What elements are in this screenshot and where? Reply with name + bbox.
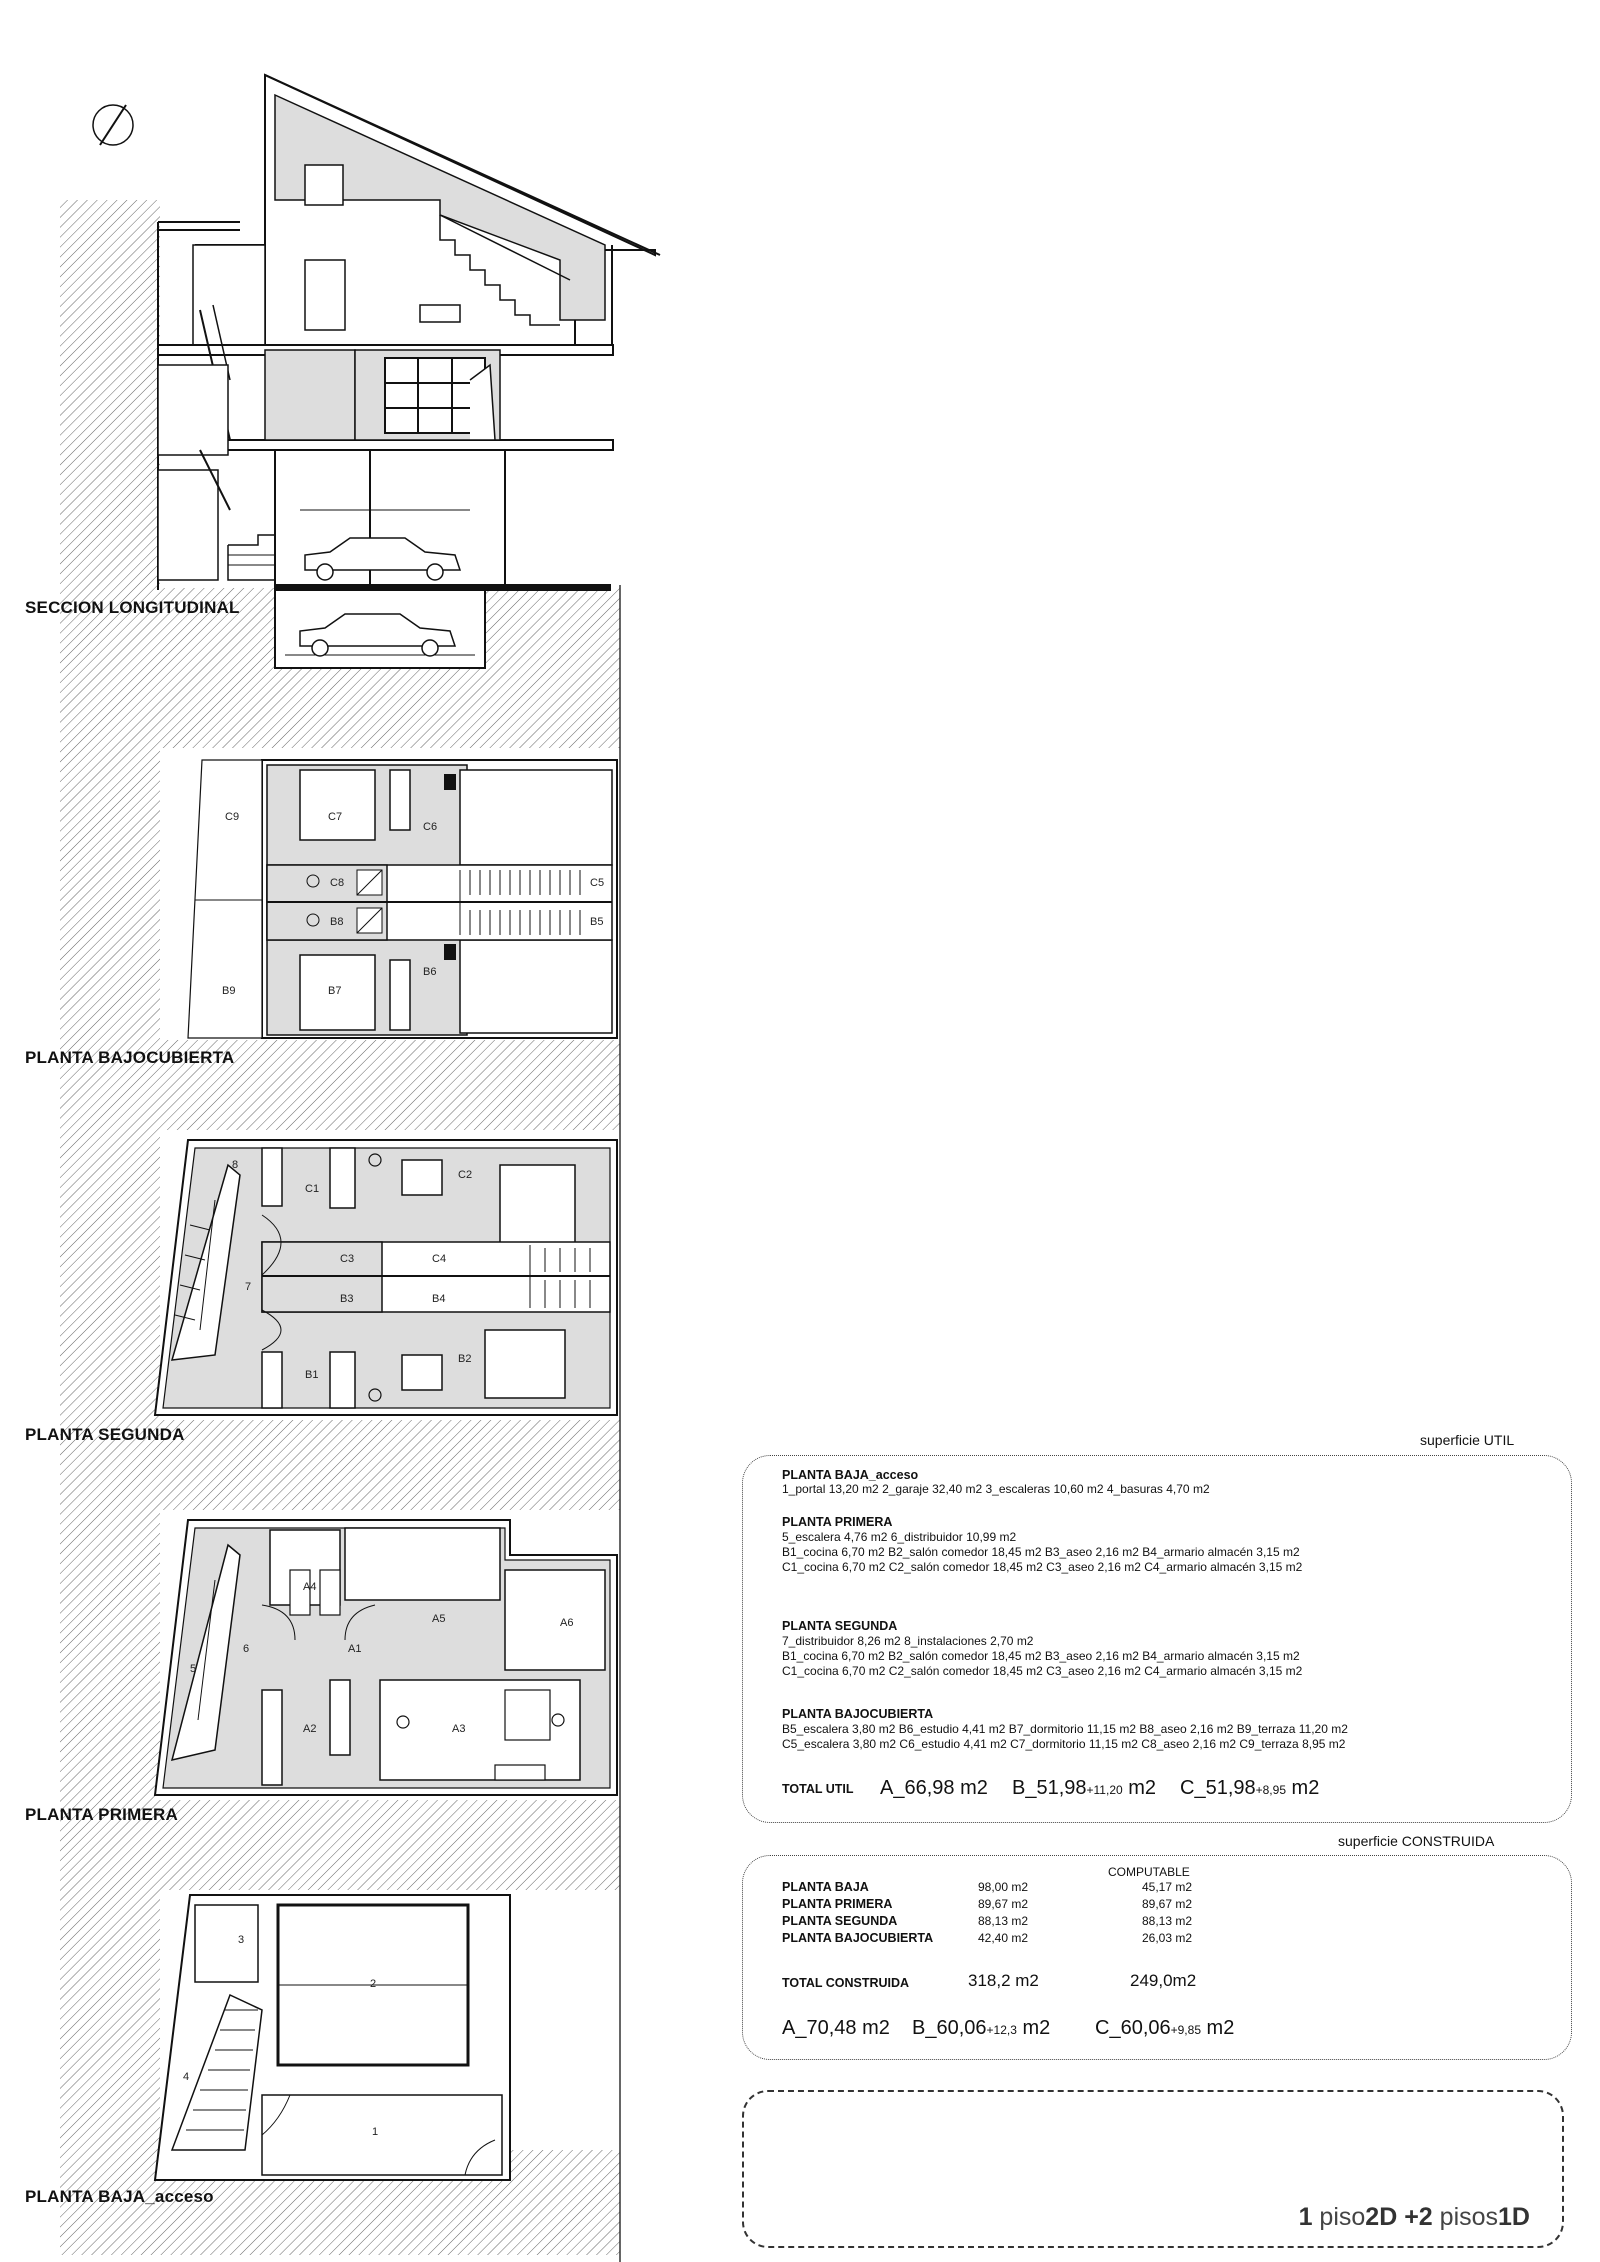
room-label: B6 <box>423 966 437 978</box>
room-label: A2 <box>303 1723 317 1735</box>
built-a: A_70,48 m2 <box>782 2017 890 2039</box>
built-row-name: PLANTA BAJOCUBIERTA <box>782 1931 934 1945</box>
util-pb-title: PLANTA BAJA_acceso <box>782 1468 919 1482</box>
util-pbc-line2: C5_escalera 3,80 m2 C6_estudio 4,41 m2 C7_dormitorio 11,15 m2 C8_aseo 2,16 m2 C9_terraza 8,95 m2 <box>782 1737 1346 1751</box>
typology-unit-1: piso <box>1312 2203 1366 2231</box>
room-label: C3 <box>340 1253 355 1265</box>
room-label: B1 <box>305 1369 319 1381</box>
room-label: C2 <box>458 1169 473 1181</box>
room-label: 5 <box>190 1663 197 1675</box>
room-label: A4 <box>303 1581 317 1593</box>
built-row-name: PLANTA SEGUNDA <box>782 1914 898 1928</box>
util-total-c <box>1180 1776 1319 1802</box>
room-label: 6 <box>243 1643 250 1655</box>
room-label: A3 <box>452 1723 466 1735</box>
built-c <box>1095 2016 1234 2042</box>
util-ps-line2: B1_cocina 6,70 m2 B2_salón comedor 18,45 m2 B3_aseo 2,16 m2 B4_armario almacén 3,15 m2 <box>782 1649 1300 1663</box>
room-label: A1 <box>348 1643 362 1655</box>
north-arrow-icon <box>93 105 133 145</box>
util-total-c-value: C_51,98 <box>1180 1777 1256 1799</box>
room-label: B5 <box>590 916 604 928</box>
room-label: 3 <box>238 1934 245 1946</box>
built-b-unit: m2 <box>1016 2017 1051 2039</box>
built-total-area: 318,2 m2 <box>968 1971 1039 1990</box>
typology-count-1: 1 <box>1298 2203 1313 2231</box>
built-row-area: 42,40 m2 <box>978 1931 1029 1945</box>
util-pp-line2: B1_cocina 6,70 m2 B2_salón comedor 18,45 m2 B3_aseo 2,16 m2 B4_armario almacén 3,15 m2 <box>782 1545 1300 1559</box>
util-ps-line1: 7_distribuidor 8,26 m2 8_instalaciones 2,70 m2 <box>782 1634 1034 1648</box>
built-b <box>912 2016 1050 2042</box>
built-c-value: C_60,06 <box>1095 2017 1171 2039</box>
util-total-a: A_66,98 m2 <box>880 1777 988 1799</box>
room-label: B9 <box>222 985 236 997</box>
util-pp-line3: C1_cocina 6,70 m2 C2_salón comedor 18,45 m2 C3_aseo 2,16 m2 C4_armario almacén 3,15 m2 <box>782 1560 1303 1574</box>
built-row-computable: 88,13 m2 <box>1142 1914 1193 1928</box>
section-title: SECCION LONGITUDINAL <box>25 598 240 617</box>
computable-header: COMPUTABLE <box>1108 1865 1190 1879</box>
room-label: 8 <box>232 1159 239 1171</box>
util-total-c-unit: m2 <box>1286 1777 1320 1799</box>
built-row-computable: 89,67 m2 <box>1142 1897 1193 1911</box>
room-label: 1 <box>372 2126 379 2138</box>
built-c-unit: m2 <box>1201 2017 1235 2039</box>
built-row-name: PLANTA PRIMERA <box>782 1897 893 1911</box>
built-c-plus: +9,85 <box>1170 2023 1201 2037</box>
util-total-b-unit: m2 <box>1122 1777 1157 1799</box>
built-row-computable: 45,17 m2 <box>1142 1880 1193 1894</box>
room-label: B3 <box>340 1293 354 1305</box>
util-ps-title: PLANTA SEGUNDA <box>782 1619 898 1633</box>
util-pb-line: 1_portal 13,20 m2 2_garaje 32,40 m2 3_escaleras 10,60 m2 4_basuras 4,70 m2 <box>782 1482 1210 1496</box>
room-label: A5 <box>432 1613 446 1625</box>
util-caption: superficie UTIL <box>1420 1432 1515 1448</box>
built-caption: superficie CONSTRUIDA <box>1338 1833 1495 1849</box>
typology-type-1: 2D <box>1365 2203 1398 2231</box>
room-label: C7 <box>328 811 343 823</box>
built-row-name: PLANTA BAJA <box>782 1880 869 1894</box>
room-label: C9 <box>225 811 240 823</box>
typology-unit-2: pisos <box>1432 2203 1499 2231</box>
util-ps-line3: C1_cocina 6,70 m2 C2_salón comedor 18,45 m2 C3_aseo 2,16 m2 C4_armario almacén 3,15 m2 <box>782 1664 1303 1678</box>
room-label: C1 <box>305 1183 320 1195</box>
attic-title: PLANTA BAJOCUBIERTA <box>25 1048 235 1067</box>
built-b-plus: +12,3 <box>986 2023 1017 2037</box>
util-pbc-line1: B5_escalera 3,80 m2 B6_estudio 4,41 m2 B7_dormitorio 11,15 m2 B8_aseo 2,16 m2 B9_terraza 11,20 m2 <box>782 1722 1348 1736</box>
built-total-label: TOTAL CONSTRUIDA <box>782 1976 910 1990</box>
room-label: 4 <box>183 2071 190 2083</box>
util-total-c-plus: +8,95 <box>1255 1783 1286 1797</box>
room-label: C8 <box>330 877 345 889</box>
util-total-b <box>1012 1776 1156 1802</box>
longitudinal-section <box>158 75 660 668</box>
typology-count-2: +2 <box>1397 2203 1433 2231</box>
room-label: C6 <box>423 821 438 833</box>
util-pp-title: PLANTA PRIMERA <box>782 1515 893 1529</box>
room-label: B7 <box>328 985 342 997</box>
util-total-b-plus: +11,20 <box>1086 1783 1123 1797</box>
room-label: 7 <box>245 1281 252 1293</box>
room-label: B8 <box>330 916 344 928</box>
room-label: A6 <box>560 1617 574 1629</box>
built-b-value: B_60,06 <box>912 2017 987 2039</box>
built-row-computable: 26,03 m2 <box>1142 1931 1193 1945</box>
second-floor-title: PLANTA SEGUNDA <box>25 1425 185 1444</box>
built-total-computable: 249,0m2 <box>1130 1971 1197 1990</box>
room-label: C5 <box>590 877 605 889</box>
typology-type-2: 1D <box>1498 2203 1530 2231</box>
room-label: 2 <box>370 1978 377 1990</box>
built-row-area: 98,00 m2 <box>978 1880 1029 1894</box>
ground-floor-plan <box>155 1895 510 2180</box>
room-label: C4 <box>432 1253 447 1265</box>
built-row-area: 89,67 m2 <box>978 1897 1029 1911</box>
util-pp-line1: 5_escalera 4,76 m2 6_distribuidor 10,99 m2 <box>782 1530 1017 1544</box>
built-row-area: 88,13 m2 <box>978 1914 1029 1928</box>
room-label: B4 <box>432 1293 446 1305</box>
first-floor-title: PLANTA PRIMERA <box>25 1805 178 1824</box>
util-pbc-title: PLANTA BAJOCUBIERTA <box>782 1707 934 1721</box>
typology-text <box>1299 2203 1530 2232</box>
first-floor-plan <box>155 1520 617 1795</box>
room-label: B2 <box>458 1353 472 1365</box>
util-total-b-value: B_51,98 <box>1012 1777 1087 1799</box>
ground-floor-title: PLANTA BAJA_acceso <box>25 2187 214 2206</box>
util-total-label: TOTAL UTIL <box>782 1782 854 1796</box>
second-floor-plan <box>155 1140 617 1415</box>
attic-plan <box>188 760 617 1038</box>
